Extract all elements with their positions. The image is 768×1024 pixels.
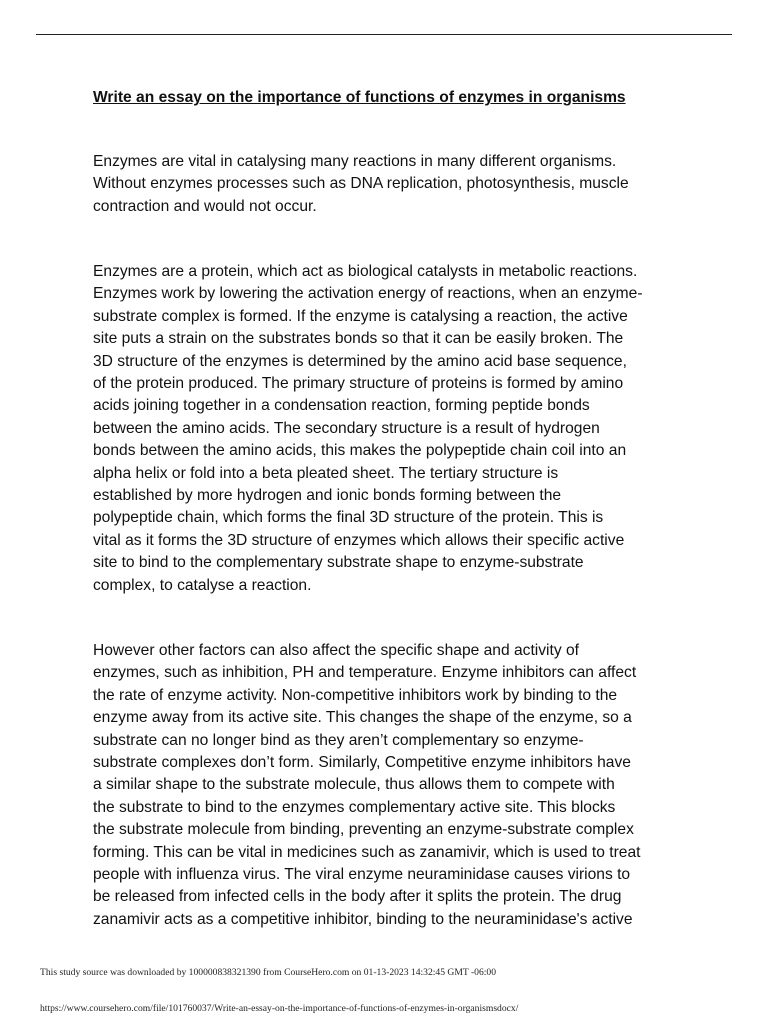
paragraph-line: the substrate molecule from binding, preventing an enzyme-substrate complex xyxy=(93,821,634,839)
paragraph-line: Enzymes work by lowering the activation energy of reactions, when an enzyme- xyxy=(93,285,643,303)
paragraph-line: vital as it forms the 3D structure of enzymes which allows their specific active xyxy=(93,531,625,549)
paragraph-line: people with influenza virus. The viral enzyme neuraminidase causes virions to xyxy=(93,866,631,884)
paragraph-line: 3D structure of the enzymes is determined by the amino acid base sequence, xyxy=(93,352,627,370)
paragraph-line: polypeptide chain, which forms the final 3D structure of the protein. This is xyxy=(93,509,604,527)
paragraph-line: be released from infected cells in the body after it splits the protein. The drug xyxy=(93,888,622,906)
paragraph-line: enzyme away from its active site. This changes the shape of the enzyme, so a xyxy=(93,709,632,727)
paragraph-line: substrate complexes don’t form. Similarly, Competitive enzyme inhibitors have xyxy=(93,754,631,772)
paragraph-line: Enzymes are vital in catalysing many reactions in many different organisms. xyxy=(93,153,617,170)
paragraph-line: the substrate to bind to the enzymes complementary active site. This blocks xyxy=(93,798,616,816)
download-notice: This study source was downloaded by 100000838321390 from CourseHero.com on 01-13-2023 14:32:45 GMT -06:00 xyxy=(40,967,497,978)
paragraph-line: site puts a strain on the substrates bonds so that it can be easily broken. The xyxy=(93,330,624,348)
paragraph-line: site to bind to the complementary substrate shape to enzyme-substrate xyxy=(93,554,584,572)
paragraph-line: Without enzymes processes such as DNA replication, photosynthesis, muscle xyxy=(93,175,629,193)
paragraph-line: bonds between the amino acids, this makes the polypeptide chain coil into an xyxy=(93,442,627,460)
paragraph-line: substrate complex is formed. If the enzyme is catalysing a reaction, the active xyxy=(93,307,628,325)
paragraph-line: a similar shape to the substrate molecule, thus allows them to compete with xyxy=(93,776,615,794)
paragraph-line: acids joining together in a condensation reaction, forming peptide bonds xyxy=(93,397,590,415)
paragraph-line: the rate of enzyme activity. Non-competitive inhibitors work by binding to the xyxy=(93,686,618,704)
paragraph-line: contraction and would not occur. xyxy=(93,197,317,215)
paragraph-enzyme-structure xyxy=(93,261,693,597)
paragraph-line: enzymes, such as inhibition, PH and temperature. Enzyme inhibitors can affect xyxy=(93,664,637,682)
paragraph-line: substrate can no longer bind as they aren’t complementary so enzyme- xyxy=(93,731,584,749)
header-rule xyxy=(36,34,732,35)
essay-title: Write an essay on the importance of functions of enzymes in organisms xyxy=(93,89,626,106)
paragraph-line: zanamivir acts as a competitive inhibitor, binding to the neuraminidase's active xyxy=(93,910,633,928)
paragraph-line: complex, to catalyse a reaction. xyxy=(93,576,312,594)
paragraph-inhibition xyxy=(93,640,693,931)
paragraph-line: established by more hydrogen and ionic bonds forming between the xyxy=(93,487,562,505)
paragraph-line: between the amino acids. The secondary structure is a result of hydrogen xyxy=(93,419,600,437)
source-url-link[interactable]: https://www.coursehero.com/file/101760037/Write-an-essay-on-the-importance-of-functions-of-enzymes-in-organismsdocx/ xyxy=(40,1003,519,1014)
paragraph-intro xyxy=(93,151,693,218)
paragraph-line: Enzymes are a protein, which act as biological catalysts in metabolic reactions. xyxy=(93,263,638,280)
paragraph-line: forming. This can be vital in medicines such as zanamivir, which is used to treat xyxy=(93,843,641,861)
paragraph-line: However other factors can also affect the specific shape and activity of xyxy=(93,642,579,659)
paragraph-line: of the protein produced. The primary structure of proteins is formed by amino xyxy=(93,375,624,393)
paragraph-line: alpha helix or fold into a beta pleated sheet. The tertiary structure is xyxy=(93,464,559,482)
